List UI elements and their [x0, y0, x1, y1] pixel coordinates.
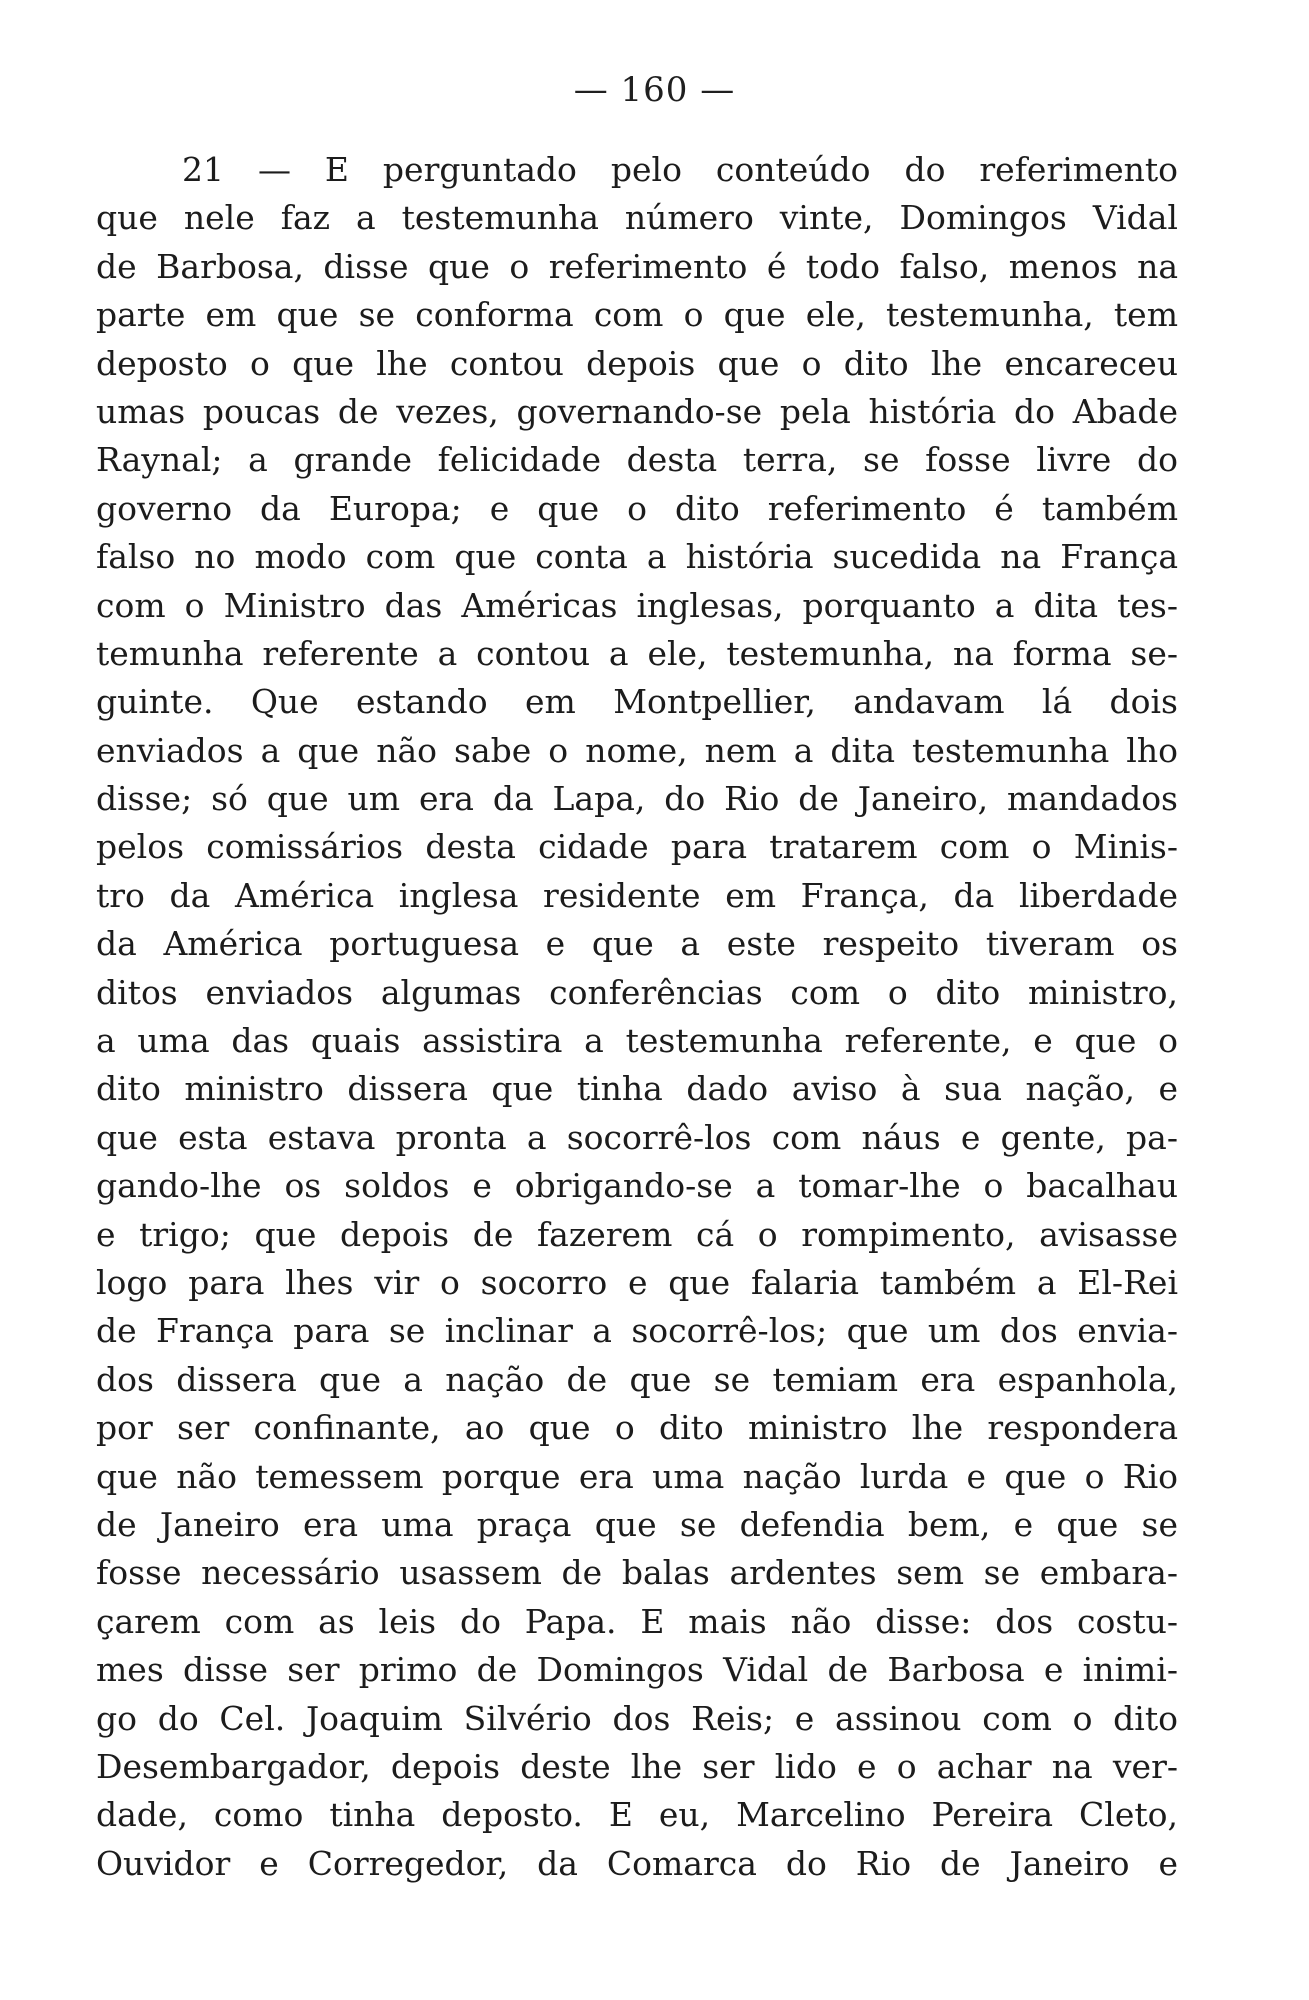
text-line: que nele faz a testemunha número vinte, Domingos Vidal [96, 198, 1178, 238]
text-line: umas poucas de vezes, governando-se pela história do Abade [96, 391, 1178, 431]
text-line: mes disse ser primo de Domingos Vidal de Barbosa e inimi- [96, 1650, 1178, 1690]
text-line: por ser confinante, ao que o dito ministro lhe respondera [96, 1408, 1178, 1448]
text-line: parte em que se conforma com o que ele, testemunha, tem [96, 295, 1178, 335]
text-line: falso no modo com que conta a história sucedida na França [96, 537, 1178, 577]
text-line: enviados a que não sabe o nome, nem a dita testemunha lho [96, 730, 1178, 770]
text-line: çarem com as leis do Papa. E mais não disse: dos costu- [96, 1601, 1178, 1641]
text-line: dos dissera que a nação de que se temiam era espanhola, [96, 1359, 1178, 1399]
text-line: tro da América inglesa residente em França, da liberdade [96, 875, 1178, 915]
text-line: Raynal; a grande felicidade desta terra, se fosse livre do [96, 440, 1178, 480]
text-line: disse; só que um era da Lapa, do Rio de Janeiro, mandados [96, 779, 1178, 819]
text-line: com o Ministro das Américas inglesas, porquanto a dita tes- [96, 585, 1178, 625]
text-line: fosse necessário usassem de balas ardentes sem se embara- [96, 1553, 1178, 1593]
text-line: go do Cel. Joaquim Silvério dos Reis; e assinou com o dito [96, 1698, 1178, 1738]
text-line: de Barbosa, disse que o referimento é todo falso, menos na [96, 246, 1178, 286]
text-line: de França para se inclinar a socorrê-los; que um dos envia- [96, 1311, 1178, 1351]
text-line: e trigo; que depois de fazerem cá o rompimento, avisasse [96, 1214, 1178, 1254]
text-line: guinte. Que estando em Montpellier, andavam lá dois [96, 682, 1178, 722]
text-line: ditos enviados algumas conferências com o dito ministro, [96, 972, 1178, 1012]
text-line: governo da Europa; e que o dito referimento é também [96, 488, 1178, 528]
body-text [96, 146, 1178, 1888]
text-line: Desembargador, depois deste lhe ser lido e o achar na ver- [96, 1746, 1178, 1786]
text-line: de Janeiro era uma praça que se defendia bem, e que se [96, 1504, 1178, 1544]
text-line: pelos comissários desta cidade para tratarem com o Minis- [96, 827, 1178, 867]
text-line: dito ministro dissera que tinha dado aviso à sua nação, e [96, 1069, 1178, 1109]
text-line: deposto o que lhe contou depois que o dito lhe encareceu [96, 343, 1178, 383]
text-line: gando-lhe os soldos e obrigando-se a tomar-lhe o bacalhau [96, 1166, 1178, 1206]
text-line: da América portuguesa e que a este respeito tiveram os [96, 924, 1178, 964]
text-line: temunha referente a contou a ele, testemunha, na forma se- [96, 633, 1178, 673]
text-line: logo para lhes vir o socorro e que falaria também a El-Rei [96, 1262, 1178, 1302]
page-number: — 160 — [573, 70, 736, 110]
text-line: a uma das quais assistira a testemunha referente, e que o [96, 1021, 1178, 1061]
text-line: Ouvidor e Corregedor, da Comarca do Rio de Janeiro e [96, 1843, 1178, 1883]
text-line: que esta estava pronta a socorrê-los com náus e gente, pa- [96, 1117, 1178, 1157]
text-line: dade, como tinha deposto. E eu, Marcelino Pereira Cleto, [96, 1795, 1178, 1835]
text-line: que não temessem porque era uma nação lurda e que o Rio [96, 1456, 1178, 1496]
text-line: 21 — E perguntado pelo conteúdo do referimento [182, 150, 1178, 189]
